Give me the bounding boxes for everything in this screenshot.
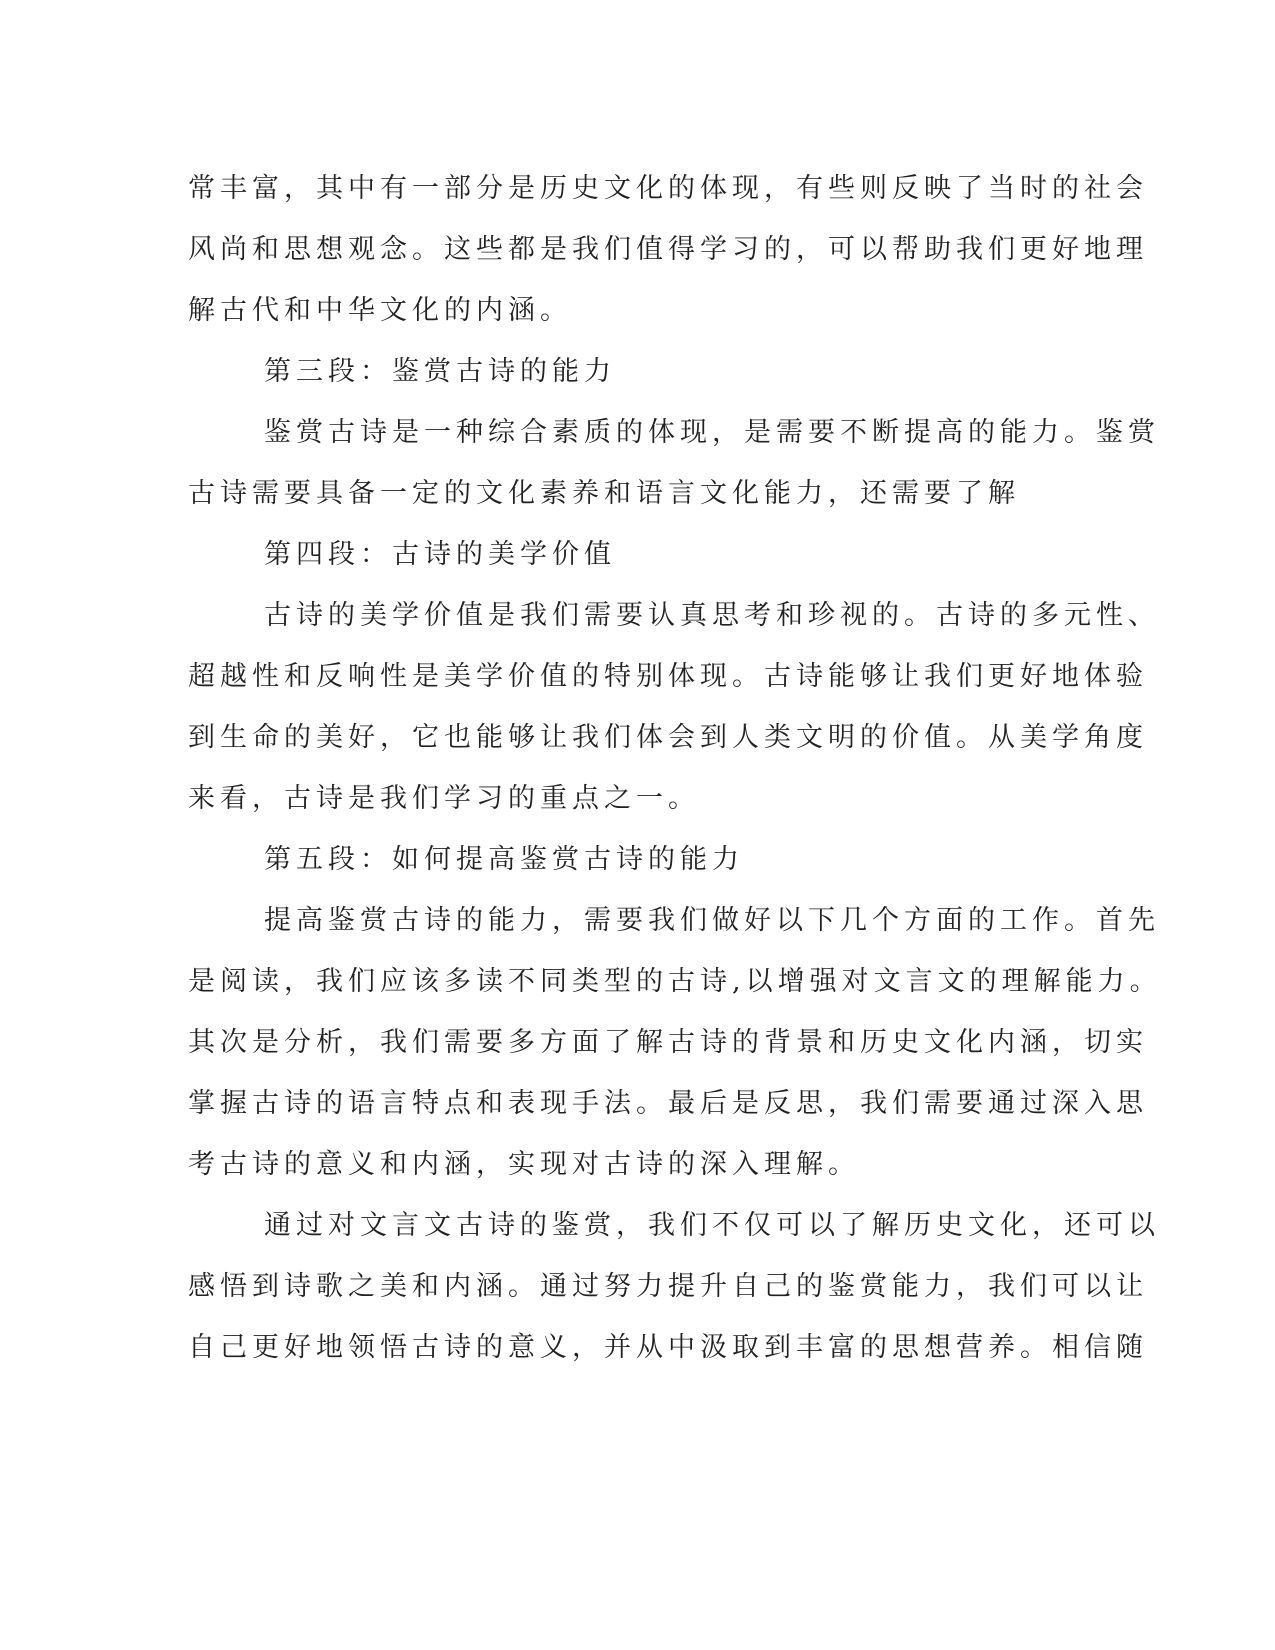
paragraph-line: 来看，古诗是我们学习的重点之一。 — [188, 783, 700, 814]
paragraph-line: 常丰富，其中有一部分是历史文化的体现，有些则反映了当时的社会 — [188, 173, 1148, 204]
section-heading-5: 第五段：如何提高鉴赏古诗的能力 — [264, 844, 744, 875]
paragraph-line: 鉴赏古诗是一种综合素质的体现，是需要不断提高的能力。鉴赏 — [264, 417, 1160, 448]
paragraph-line: 到生命的美好，它也能够让我们体会到人类文明的价值。从美学角度 — [188, 722, 1148, 753]
paragraph-line: 考古诗的意义和内涵，实现对古诗的深入理解。 — [188, 1149, 860, 1180]
paragraph-line: 其次是分析，我们需要多方面了解古诗的背景和历史文化内涵，切实 — [188, 1027, 1148, 1058]
paragraph-line: 是阅读，我们应该多读不同类型的古诗,以增强对文言文的理解能力。 — [188, 966, 1162, 997]
section-heading-3: 第三段：鉴赏古诗的能力 — [264, 356, 616, 387]
paragraph-line: 解古代和中华文化的内涵。 — [188, 295, 572, 326]
section-heading-4: 第四段：古诗的美学价值 — [264, 539, 616, 570]
paragraph-line: 掌握古诗的语言特点和表现手法。最后是反思，我们需要通过深入思 — [188, 1088, 1148, 1119]
paragraph-line: 自己更好地领悟古诗的意义，并从中汲取到丰富的思想营养。相信随 — [188, 1332, 1148, 1363]
paragraph-line: 风尚和思想观念。这些都是我们值得学习的，可以帮助我们更好地理 — [188, 234, 1148, 265]
paragraph-line: 通过对文言文古诗的鉴赏，我们不仅可以了解历史文化，还可以 — [264, 1210, 1160, 1241]
paragraph-line: 古诗的美学价值是我们需要认真思考和珍视的。古诗的多元性、 — [264, 600, 1160, 631]
paragraph-line: 超越性和反响性是美学价值的特别体现。古诗能够让我们更好地体验 — [188, 661, 1148, 692]
paragraph-line: 提高鉴赏古诗的能力，需要我们做好以下几个方面的工作。首先 — [264, 905, 1160, 936]
document-body — [188, 158, 1162, 1378]
paragraph-line: 感悟到诗歌之美和内涵。通过努力提升自己的鉴赏能力，我们可以让 — [188, 1271, 1148, 1302]
paragraph-line: 古诗需要具备一定的文化素养和语言文化能力，还需要了解 — [188, 478, 1020, 509]
